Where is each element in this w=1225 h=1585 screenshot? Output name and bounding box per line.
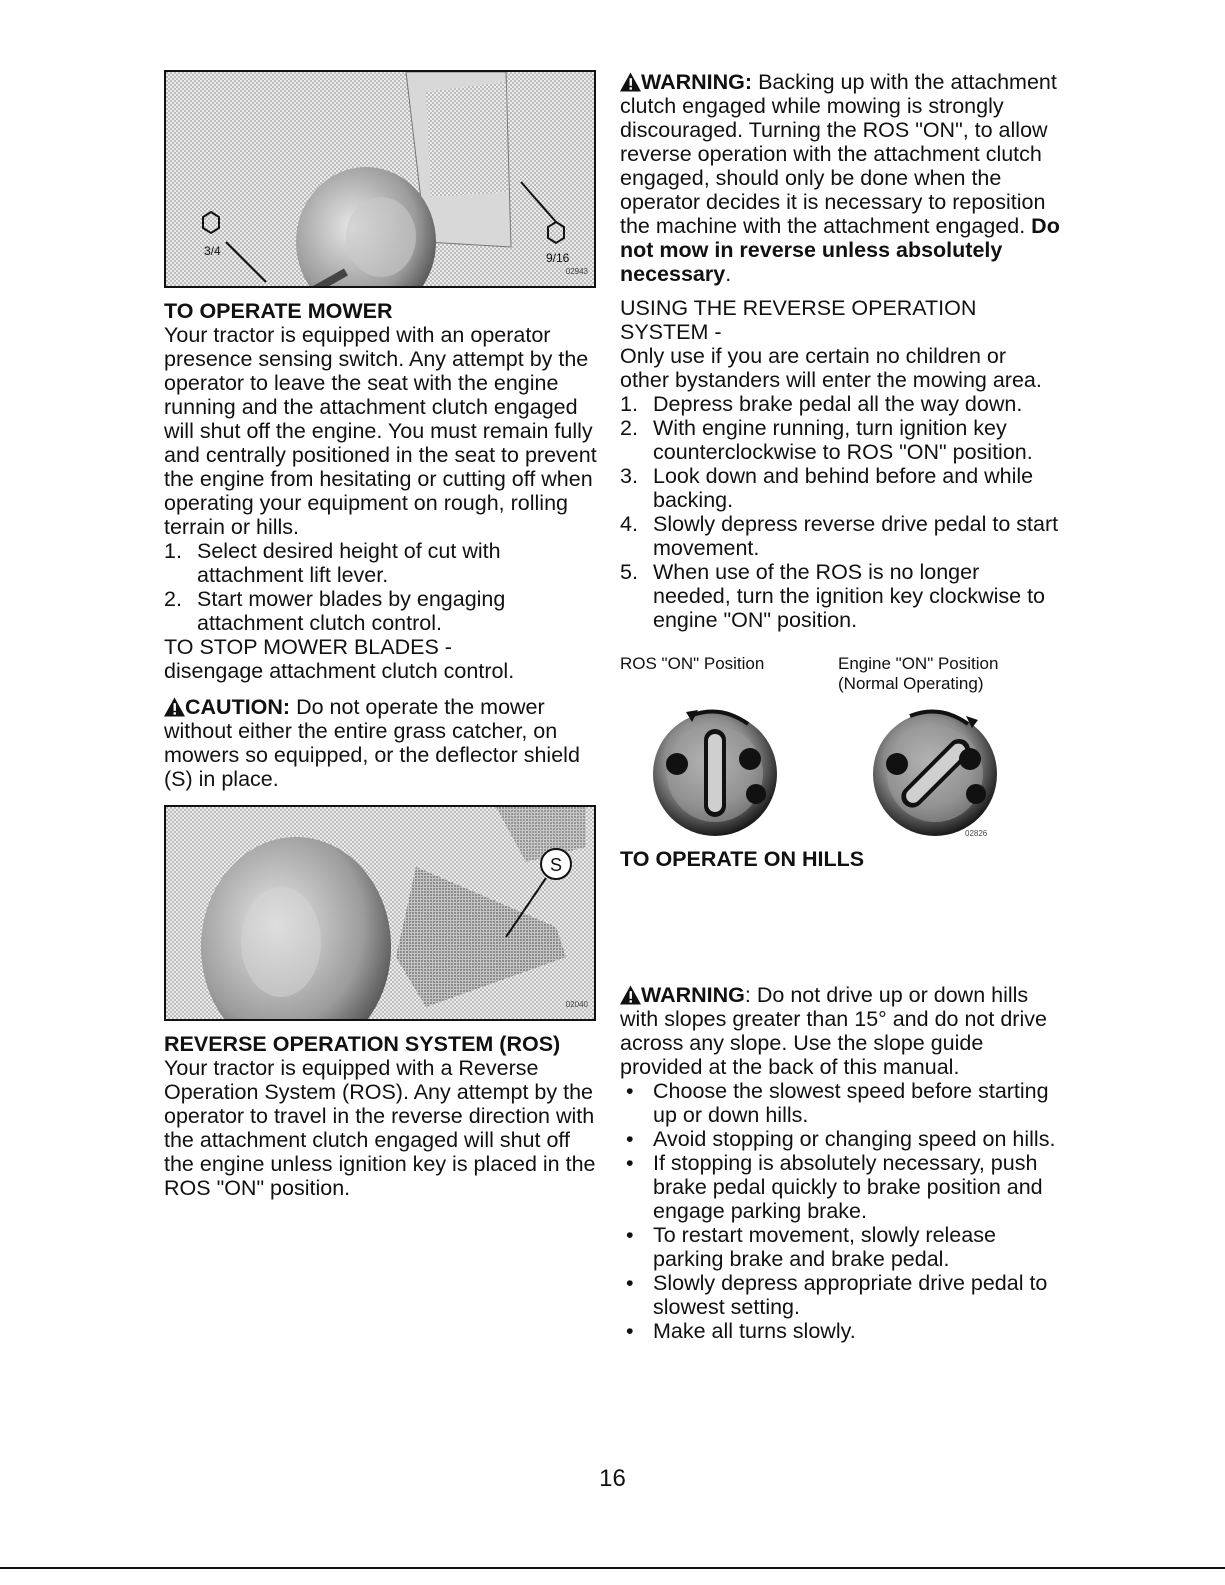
- engine-on-ignition-icon: [873, 712, 997, 837]
- step-text: Select desired height of cut with attachment lift lever.: [197, 539, 501, 587]
- operate-mower-intro: Your tractor is equipped with an operator presence sensing switch. Any attempt by the operator to leave the seat with the engine running and the attachment clutch engaged will shut off the engine. You must remain fully and centrally positioned in the seat to prevent the engine from hesitating or cutting off when operating your equipment on rough, rolling terrain or hills.: [164, 323, 597, 539]
- page-number: 16: [599, 1465, 626, 1492]
- hills-warning: [620, 983, 1060, 1079]
- right-column: [620, 70, 1060, 914]
- warning-triangle-icon: [620, 72, 641, 92]
- ros-warning: [620, 70, 1060, 286]
- step-number: 3.: [620, 464, 638, 488]
- bullet: •: [626, 1223, 634, 1247]
- operate-mower-steps: [164, 539, 600, 635]
- hills-section: [620, 983, 1060, 1343]
- normal-operating-label: (Normal Operating): [838, 674, 984, 693]
- list-item: [620, 1127, 1060, 1151]
- list-item: [620, 464, 1060, 512]
- list-item: [164, 539, 600, 587]
- bullet: •: [626, 1079, 634, 1103]
- ignition-key-figures: [620, 694, 1060, 914]
- deflector-illustration: [166, 807, 594, 1019]
- step-text: Start mower blades by engaging attachment clutch control.: [197, 587, 506, 635]
- figure-code: 02040: [565, 1000, 588, 1009]
- ros-on-position-label: ROS "ON" Position: [620, 654, 765, 673]
- using-ros-heading: USING THE REVERSE OPERATION SYSTEM -: [620, 296, 977, 344]
- step-number: 5.: [620, 560, 638, 584]
- ros-title: REVERSE OPERATION SYSTEM (ROS): [164, 1032, 561, 1056]
- list-item: [164, 587, 600, 635]
- operate-mower-title: TO OPERATE MOWER: [164, 299, 393, 323]
- step-number: 2.: [164, 587, 182, 611]
- ignition-switch-illustration: [620, 694, 1060, 844]
- warning-label: WARNING:: [641, 70, 753, 94]
- step-text: Depress brake pedal all the way down.: [653, 392, 1023, 416]
- list-item: [620, 416, 1060, 464]
- step-text: Slowly depress reverse drive pedal to start movement.: [653, 512, 1059, 560]
- list-item: [620, 1223, 1060, 1271]
- caution-text: Do not operate the mower without either the entire grass catcher, on mowers so equipped, or the deflector shield (S) in place.: [164, 695, 580, 791]
- warning-label: WARNING: [641, 983, 745, 1007]
- warning-colon: :: [744, 983, 751, 1007]
- bullet-text: If stopping is absolutely necessary, push brake pedal quickly to brake position and engage parking brake.: [653, 1151, 1043, 1223]
- hills-bullet-list: [620, 1079, 1060, 1343]
- bullet: •: [626, 1151, 634, 1175]
- using-ros-steps: [620, 392, 1060, 632]
- ros-text: Your tractor is equipped with a Reverse Operation System (ROS). Any attempt by the operator to travel in the reverse direction with the attachment clutch engaged will shut off the engine unless ignition key is placed in the ROS "ON" position.: [164, 1056, 596, 1200]
- bullet: •: [626, 1319, 634, 1343]
- list-item: [620, 1271, 1060, 1319]
- warning-bold-text: Do not mow in reverse unless absolutely necessary: [620, 214, 1060, 286]
- list-item: [620, 1319, 1060, 1343]
- list-item: [620, 512, 1060, 560]
- left-column: [164, 70, 600, 1200]
- step-number: 1.: [620, 392, 638, 416]
- bullet-text: To restart movement, slowly release parking brake and brake pedal.: [653, 1223, 996, 1271]
- list-item: [620, 1151, 1060, 1223]
- bullet-text: Make all turns slowly.: [653, 1319, 856, 1343]
- warning-end: .: [725, 262, 732, 286]
- using-ros-intro: Only use if you are certain no children or other bystanders will enter the mowing area.: [620, 344, 1042, 392]
- size-label-3-4: 3/4: [204, 244, 221, 258]
- bullet: •: [626, 1127, 634, 1151]
- warning-triangle-icon: [620, 985, 641, 1005]
- step-text: Look down and behind before and while backing.: [653, 464, 1034, 512]
- key-position-labels: [620, 654, 1060, 694]
- list-item: [620, 560, 1060, 632]
- bullet-text: Choose the slowest speed before starting up or down hills.: [653, 1079, 1049, 1127]
- step-text: When use of the ROS is no longer needed, turn the ignition key clockwise to engine "ON" position.: [653, 560, 1046, 632]
- step-number: 4.: [620, 512, 638, 536]
- bullet-text: Avoid stopping or changing speed on hills.: [653, 1127, 1056, 1151]
- bottom-divider: [0, 1567, 1225, 1569]
- hills-title: TO OPERATE ON HILLS: [620, 847, 865, 871]
- blade-wheel-figure: [164, 70, 596, 288]
- size-label-9-16: 9/16: [546, 251, 570, 265]
- hills-warning-text: Do not drive up or down hills with slopes greater than 15° and do not drive across any slope. Use the slope guide provided at the back of this manual.: [620, 983, 1047, 1079]
- caution-label: CAUTION:: [185, 695, 291, 719]
- deflector-shield-label: S: [549, 855, 563, 875]
- deflector-figure: [164, 805, 596, 1021]
- engine-on-position-label: [838, 654, 1056, 694]
- step-number: 1.: [164, 539, 182, 563]
- warning-text: Backing up with the attachment clutch engaged while mowing is strongly discouraged. Turning the ROS "ON", to allow reverse operation with the attachment clutch engaged, should only be done when the operator decides it is necessary to reposition the machine with the attachment engaged.: [620, 70, 1057, 238]
- list-item: [620, 1079, 1060, 1127]
- warning-triangle-icon: [164, 697, 185, 717]
- engine-on-label: Engine "ON" Position: [838, 654, 999, 673]
- list-item: [620, 392, 1060, 416]
- ros-on-ignition-icon: [653, 710, 777, 836]
- blade-wheel-illustration: [166, 72, 594, 286]
- stop-blades-text: disengage attachment clutch control.: [164, 659, 515, 683]
- caution-notice: [164, 695, 600, 791]
- figure-code: 02826: [965, 829, 988, 838]
- step-text: With engine running, turn ignition key counterclockwise to ROS "ON" position.: [653, 416, 1033, 464]
- figure-code: 02943: [565, 267, 588, 276]
- step-number: 2.: [620, 416, 638, 440]
- bullet: •: [626, 1271, 634, 1295]
- stop-blades-heading: TO STOP MOWER BLADES -: [164, 635, 452, 659]
- bullet-text: Slowly depress appropriate drive pedal to slowest setting.: [653, 1271, 1048, 1319]
